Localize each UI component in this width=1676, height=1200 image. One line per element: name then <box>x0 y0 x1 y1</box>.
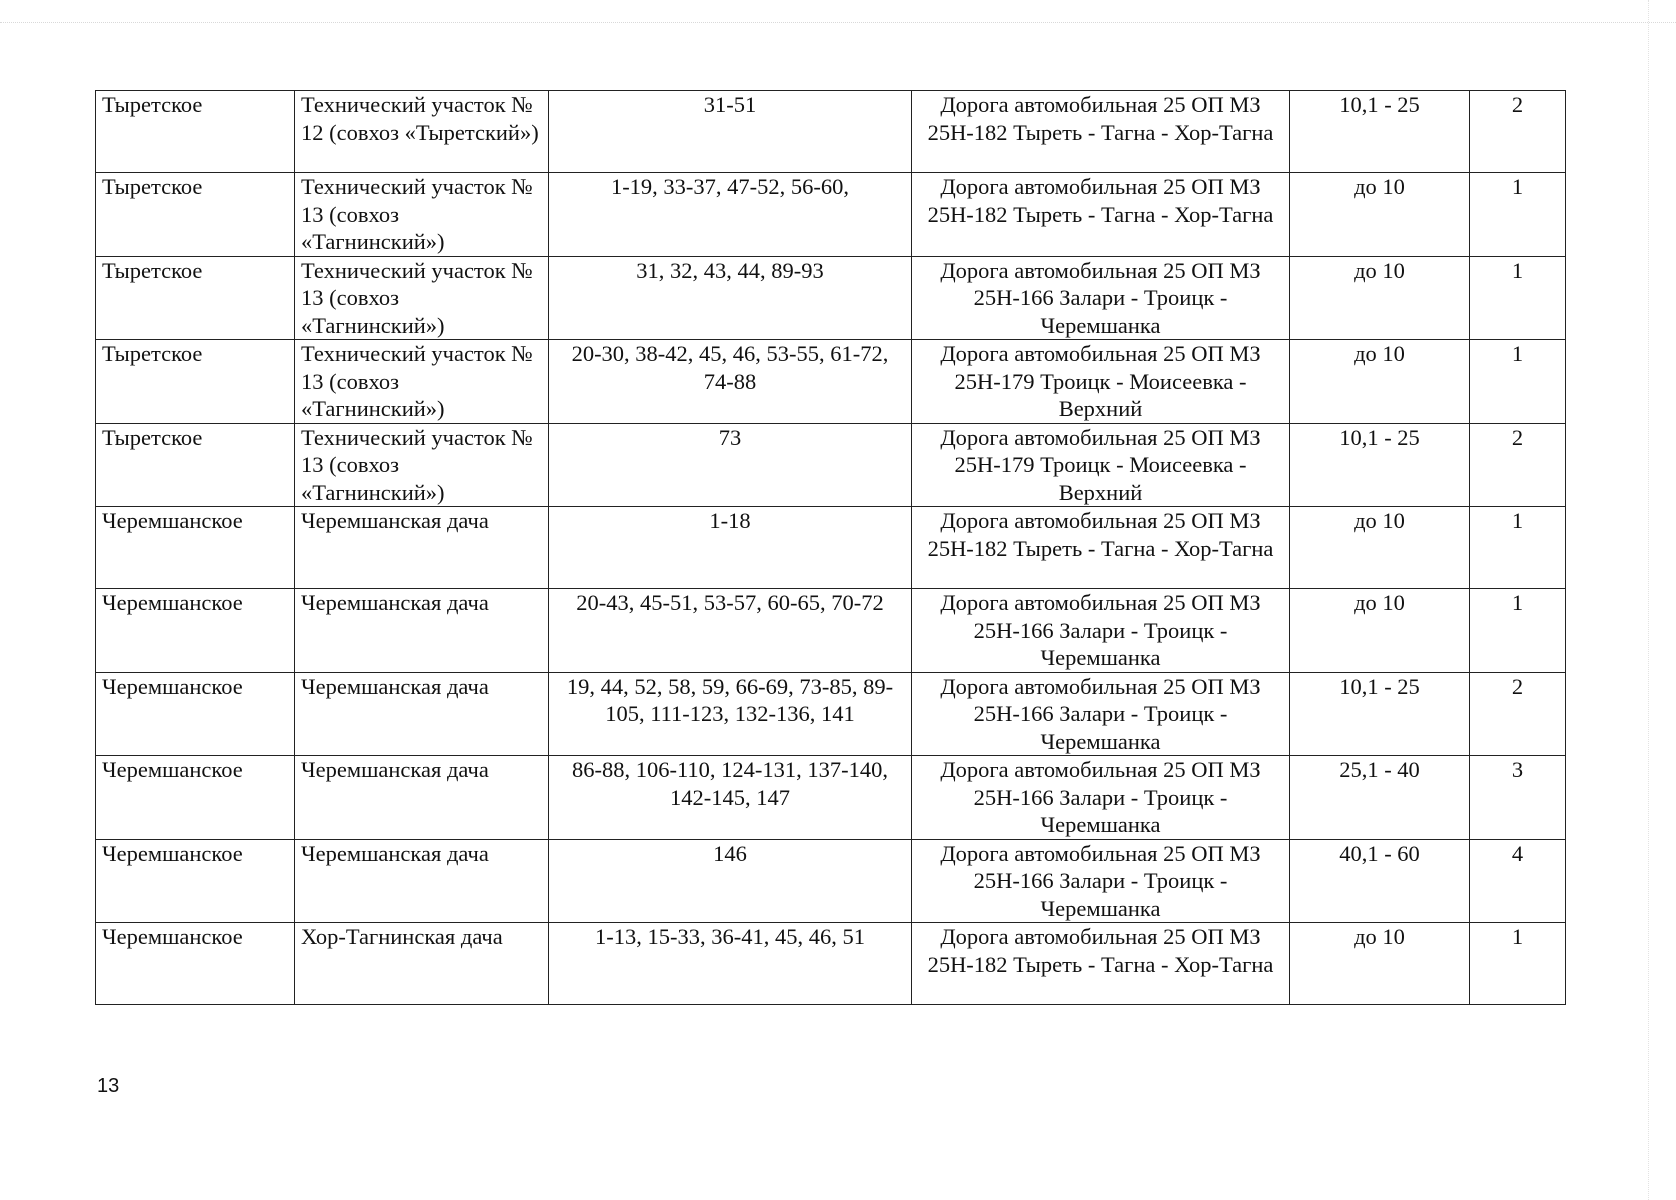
cell-zone: 1 <box>1470 340 1566 424</box>
cell-distance: до 10 <box>1290 256 1470 340</box>
cell-forestry: Тыретское <box>96 256 295 340</box>
scan-edge-top <box>0 22 1676 23</box>
cell-road: Дорога автомобильная 25 ОП МЗ 25Н-166 Залари - Троицк - Черемшанка <box>912 839 1290 923</box>
cell-road: Дорога автомобильная 25 ОП МЗ 25Н-182 Тыреть - Тагна - Хор-Тагна <box>912 507 1290 589</box>
cell-distance: 40,1 - 60 <box>1290 839 1470 923</box>
cell-quarters: 146 <box>549 839 912 923</box>
cell-forestry: Тыретское <box>96 91 295 173</box>
page-number: 13 <box>97 1075 120 1097</box>
cell-quarters: 1-19, 33-37, 47-52, 56-60, <box>549 173 912 257</box>
table-row <box>96 173 1566 257</box>
cell-district: Технический участок № 13 (совхоз «Тагнинский») <box>295 256 549 340</box>
cell-quarters: 19, 44, 52, 58, 59, 66-69, 73-85, 89-105, 111-123, 132-136, 141 <box>549 672 912 756</box>
table-row <box>96 923 1566 1005</box>
cell-distance: до 10 <box>1290 589 1470 673</box>
cell-zone: 4 <box>1470 839 1566 923</box>
cell-zone: 1 <box>1470 589 1566 673</box>
cell-zone: 3 <box>1470 756 1566 840</box>
cell-district: Хор-Тагнинская дача <box>295 923 549 1005</box>
cell-zone: 2 <box>1470 91 1566 173</box>
cell-road: Дорога автомобильная 25 ОП МЗ 25Н-166 Залари - Троицк - Черемшанка <box>912 589 1290 673</box>
cell-distance: до 10 <box>1290 173 1470 257</box>
cell-zone: 1 <box>1470 923 1566 1005</box>
cell-district: Черемшанская дача <box>295 839 549 923</box>
table-row <box>96 507 1566 589</box>
cell-zone: 1 <box>1470 507 1566 589</box>
cell-distance: до 10 <box>1290 507 1470 589</box>
table-row <box>96 340 1566 424</box>
cell-road: Дорога автомобильная 25 ОП МЗ 25Н-182 Тыреть - Тагна - Хор-Тагна <box>912 91 1290 173</box>
table-row <box>96 256 1566 340</box>
table-row <box>96 839 1566 923</box>
cell-road: Дорога автомобильная 25 ОП МЗ 25Н-166 Залари - Троицк - Черемшанка <box>912 756 1290 840</box>
cell-quarters: 1-13, 15-33, 36-41, 45, 46, 51 <box>549 923 912 1005</box>
cell-district: Технический участок № 13 (совхоз «Тагнинский») <box>295 340 549 424</box>
cell-district: Черемшанская дача <box>295 589 549 673</box>
cell-forestry: Черемшанское <box>96 756 295 840</box>
table-row <box>96 423 1566 507</box>
cell-road: Дорога автомобильная 25 ОП МЗ 25Н-166 Залари - Троицк - Черемшанка <box>912 256 1290 340</box>
cell-forestry: Тыретское <box>96 173 295 257</box>
cell-district: Черемшанская дача <box>295 672 549 756</box>
cell-distance: 10,1 - 25 <box>1290 91 1470 173</box>
table-row <box>96 589 1566 673</box>
cell-road: Дорога автомобильная 25 ОП МЗ 25Н-182 Тыреть - Тагна - Хор-Тагна <box>912 923 1290 1005</box>
cell-quarters: 31-51 <box>549 91 912 173</box>
cell-forestry: Тыретское <box>96 423 295 507</box>
cell-quarters: 20-43, 45-51, 53-57, 60-65, 70-72 <box>549 589 912 673</box>
cell-road: Дорога автомобильная 25 ОП МЗ 25Н-166 Залари - Троицк - Черемшанка <box>912 672 1290 756</box>
cell-quarters: 1-18 <box>549 507 912 589</box>
cell-road: Дорога автомобильная 25 ОП МЗ 25Н-179 Троицк - Моисеевка - Верхний <box>912 423 1290 507</box>
table-row <box>96 756 1566 840</box>
cell-zone: 2 <box>1470 672 1566 756</box>
cell-zone: 1 <box>1470 173 1566 257</box>
cell-quarters: 31, 32, 43, 44, 89-93 <box>549 256 912 340</box>
table-row <box>96 672 1566 756</box>
cell-forestry: Черемшанское <box>96 923 295 1005</box>
cell-forestry: Черемшанское <box>96 839 295 923</box>
cell-district: Черемшанская дача <box>295 507 549 589</box>
cell-distance: 10,1 - 25 <box>1290 672 1470 756</box>
cell-forestry: Черемшанское <box>96 589 295 673</box>
table-row <box>96 91 1566 173</box>
cell-distance: до 10 <box>1290 923 1470 1005</box>
cell-district: Технический участок № 12 (совхоз «Тыретский») <box>295 91 549 173</box>
cell-distance: 25,1 - 40 <box>1290 756 1470 840</box>
cell-zone: 1 <box>1470 256 1566 340</box>
cell-road: Дорога автомобильная 25 ОП МЗ 25Н-179 Троицк - Моисеевка - Верхний <box>912 340 1290 424</box>
cell-forestry: Черемшанское <box>96 672 295 756</box>
scan-edge-right <box>1648 0 1649 1200</box>
cell-district: Технический участок № 13 (совхоз «Тагнинский») <box>295 423 549 507</box>
cell-distance: 10,1 - 25 <box>1290 423 1470 507</box>
cell-quarters: 86-88, 106-110, 124-131, 137-140, 142-145, 147 <box>549 756 912 840</box>
cell-quarters: 73 <box>549 423 912 507</box>
cell-road: Дорога автомобильная 25 ОП МЗ 25Н-182 Тыреть - Тагна - Хор-Тагна <box>912 173 1290 257</box>
cell-forestry: Тыретское <box>96 340 295 424</box>
cell-district: Черемшанская дача <box>295 756 549 840</box>
cell-district: Технический участок № 13 (совхоз «Тагнинский») <box>295 173 549 257</box>
cell-quarters: 20-30, 38-42, 45, 46, 53-55, 61-72, 74-88 <box>549 340 912 424</box>
cell-zone: 2 <box>1470 423 1566 507</box>
cell-forestry: Черемшанское <box>96 507 295 589</box>
cell-distance: до 10 <box>1290 340 1470 424</box>
forest-road-table <box>95 90 1566 1005</box>
